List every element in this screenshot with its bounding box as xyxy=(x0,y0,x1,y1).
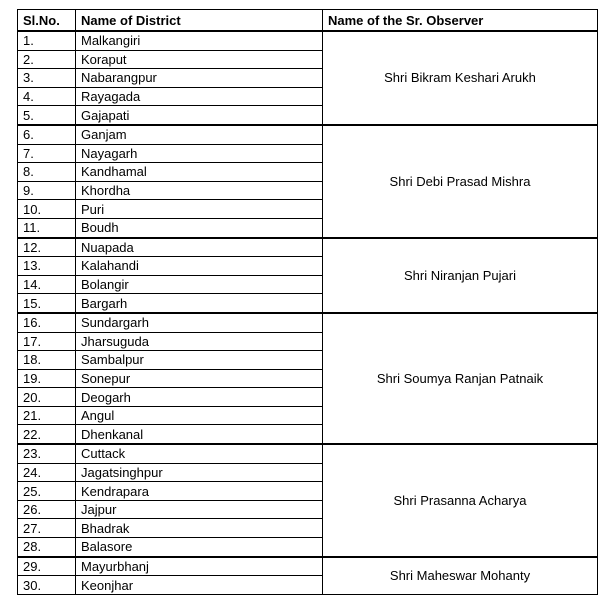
cell-district: Sundargarh xyxy=(76,313,323,332)
table-row xyxy=(18,31,598,50)
cell-district: Deogarh xyxy=(76,388,323,407)
cell-district: Mayurbhanj xyxy=(76,557,323,576)
cell-sl-no: 13. xyxy=(18,257,76,276)
cell-sl-no: 29. xyxy=(18,557,76,576)
cell-sl-no: 15. xyxy=(18,294,76,313)
cell-sl-no: 10. xyxy=(18,200,76,219)
cell-district: Kendrapara xyxy=(76,482,323,501)
cell-district: Puri xyxy=(76,200,323,219)
cell-sl-no: 8. xyxy=(18,163,76,182)
cell-sl-no: 27. xyxy=(18,519,76,538)
table-row xyxy=(18,125,598,144)
table-body xyxy=(18,31,598,594)
cell-sl-no: 3. xyxy=(18,69,76,88)
cell-sl-no: 28. xyxy=(18,538,76,557)
cell-district: Nuapada xyxy=(76,238,323,257)
cell-observer: Shri Prasanna Acharya xyxy=(323,444,598,557)
cell-sl-no: 18. xyxy=(18,351,76,370)
cell-sl-no: 9. xyxy=(18,181,76,200)
cell-sl-no: 23. xyxy=(18,444,76,463)
cell-sl-no: 5. xyxy=(18,106,76,125)
cell-district: Rayagada xyxy=(76,87,323,106)
cell-district: Jagatsinghpur xyxy=(76,463,323,482)
cell-sl-no: 4. xyxy=(18,87,76,106)
cell-district: Jharsuguda xyxy=(76,332,323,351)
cell-district: Sambalpur xyxy=(76,351,323,370)
cell-sl-no: 26. xyxy=(18,500,76,519)
cell-sl-no: 16. xyxy=(18,313,76,332)
cell-district: Jajpur xyxy=(76,500,323,519)
cell-district: Kalahandi xyxy=(76,257,323,276)
table-header-row xyxy=(18,10,598,32)
cell-district: Boudh xyxy=(76,218,323,237)
cell-sl-no: 14. xyxy=(18,275,76,294)
cell-district: Kandhamal xyxy=(76,163,323,182)
cell-observer: Shri Niranjan Pujari xyxy=(323,238,598,313)
cell-sl-no: 21. xyxy=(18,406,76,425)
cell-sl-no: 20. xyxy=(18,388,76,407)
cell-district: Nayagarh xyxy=(76,144,323,163)
cell-observer: Shri Soumya Ranjan Patnaik xyxy=(323,313,598,444)
cell-district: Ganjam xyxy=(76,125,323,144)
cell-sl-no: 25. xyxy=(18,482,76,501)
cell-sl-no: 6. xyxy=(18,125,76,144)
cell-observer: Shri Maheswar Mohanty xyxy=(323,557,598,595)
table-row xyxy=(18,238,598,257)
cell-district: Nabarangpur xyxy=(76,69,323,88)
cell-district: Angul xyxy=(76,406,323,425)
cell-observer: Shri Debi Prasad Mishra xyxy=(323,125,598,238)
table-row xyxy=(18,313,598,332)
cell-sl-no: 19. xyxy=(18,369,76,388)
header-sl-no: Sl.No. xyxy=(18,10,76,32)
table-row xyxy=(18,557,598,576)
cell-sl-no: 17. xyxy=(18,332,76,351)
cell-district: Cuttack xyxy=(76,444,323,463)
cell-district: Sonepur xyxy=(76,369,323,388)
cell-sl-no: 22. xyxy=(18,425,76,444)
cell-observer: Shri Bikram Keshari Arukh xyxy=(323,31,598,125)
cell-sl-no: 24. xyxy=(18,463,76,482)
cell-sl-no: 11. xyxy=(18,218,76,237)
cell-district: Keonjhar xyxy=(76,576,323,595)
cell-sl-no: 7. xyxy=(18,144,76,163)
table-row xyxy=(18,444,598,463)
cell-district: Malkangiri xyxy=(76,31,323,50)
cell-district: Gajapati xyxy=(76,106,323,125)
cell-district: Koraput xyxy=(76,50,323,69)
cell-district: Bolangir xyxy=(76,275,323,294)
cell-district: Balasore xyxy=(76,538,323,557)
header-observer: Name of the Sr. Observer xyxy=(323,10,598,32)
cell-sl-no: 1. xyxy=(18,31,76,50)
cell-district: Khordha xyxy=(76,181,323,200)
header-district: Name of District xyxy=(76,10,323,32)
observer-assignment-table xyxy=(17,9,598,595)
cell-district: Bargarh xyxy=(76,294,323,313)
cell-district: Dhenkanal xyxy=(76,425,323,444)
cell-sl-no: 2. xyxy=(18,50,76,69)
cell-district: Bhadrak xyxy=(76,519,323,538)
cell-sl-no: 30. xyxy=(18,576,76,595)
cell-sl-no: 12. xyxy=(18,238,76,257)
